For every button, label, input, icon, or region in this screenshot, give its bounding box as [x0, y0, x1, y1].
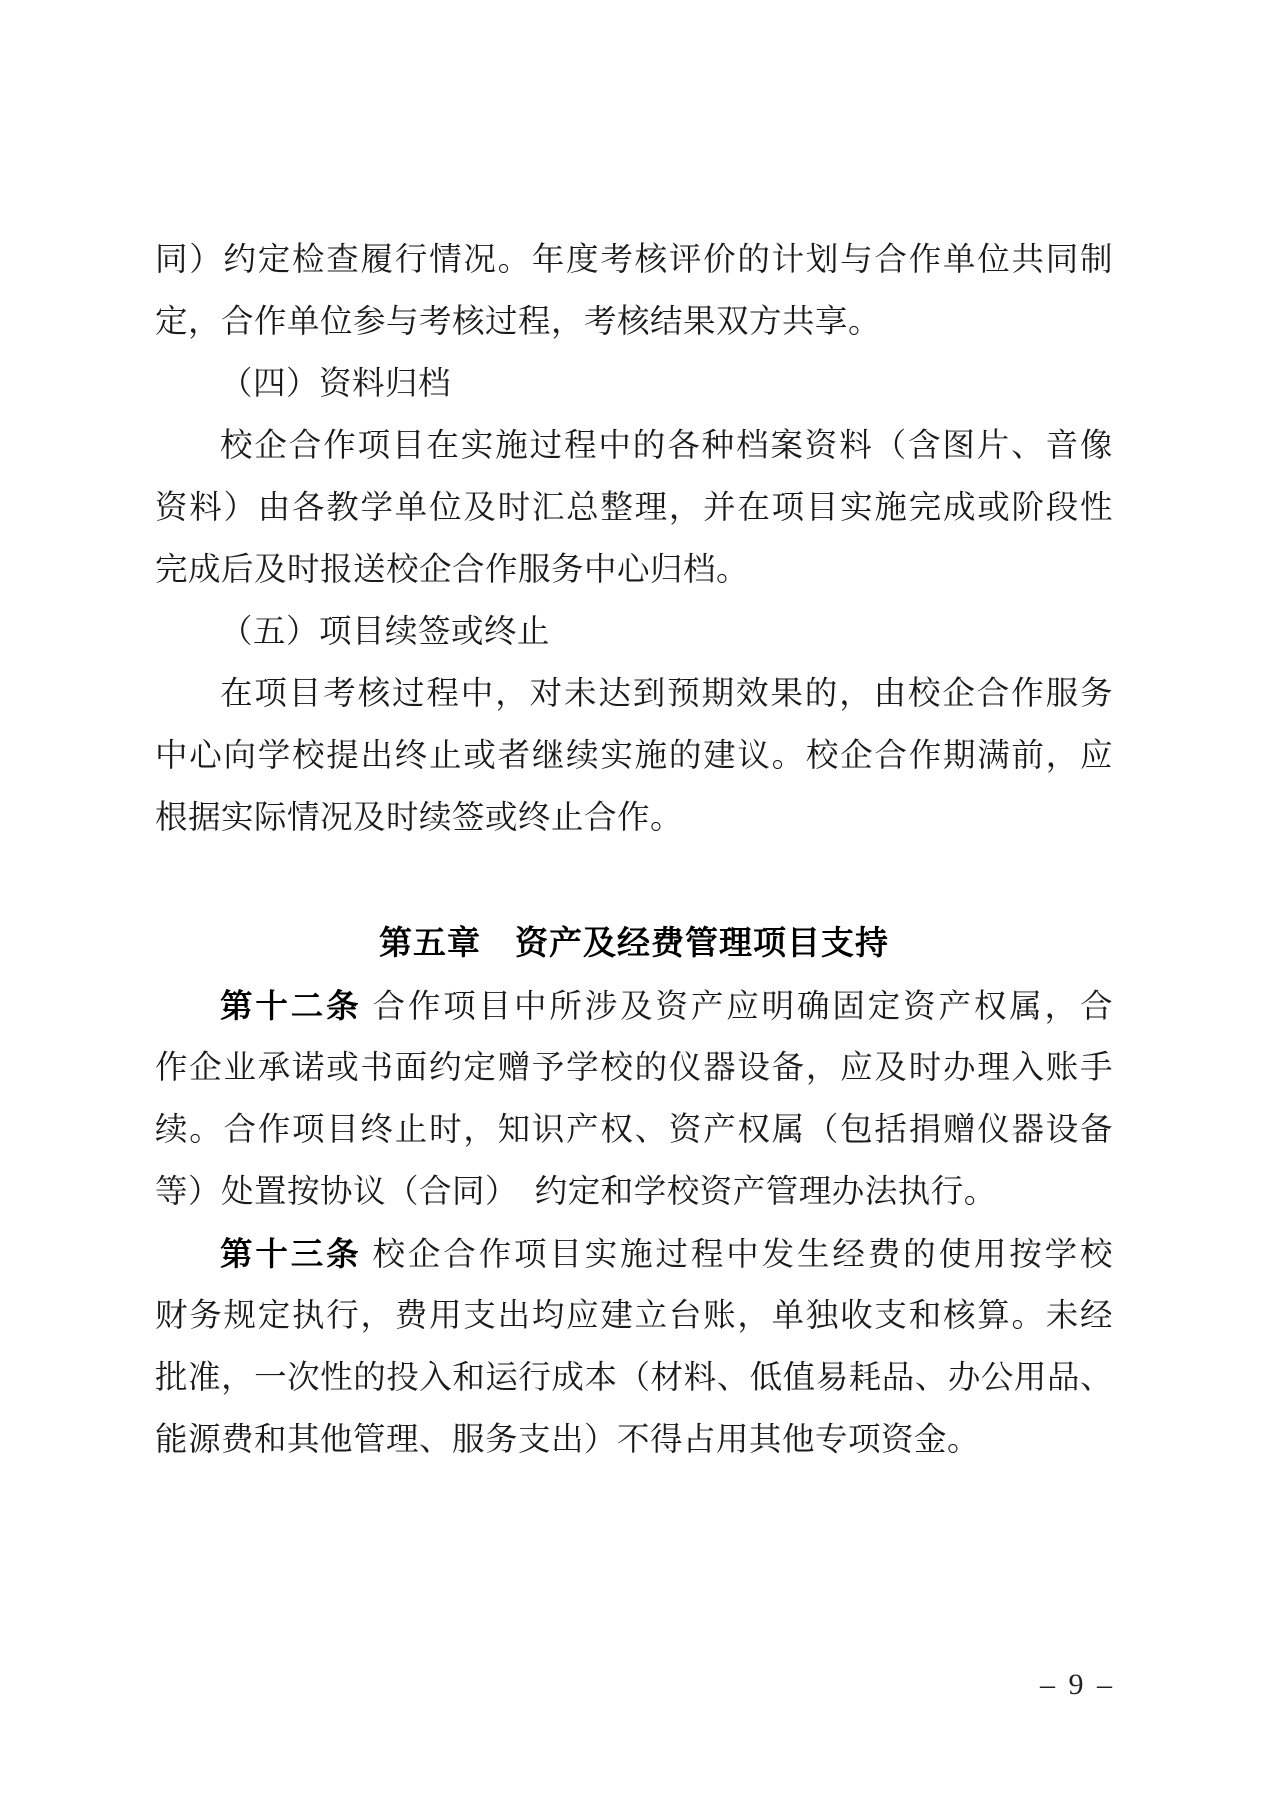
body-line: 续。合作项目终止时，知识产权、资产权属（包括捐赠仪器设备	[155, 1112, 1113, 1148]
document-body	[155, 229, 1113, 1471]
chapter-heading: 第五章 资产及经费管理项目支持	[379, 924, 889, 961]
body-line: 同）约定检查履行情况。年度考核评价的计划与合作单位共同制	[155, 242, 1113, 278]
body-line-article-start	[155, 975, 1113, 1037]
body-line: 财务规定执行，费用支出均应建立台账，单独收支和核算。未经	[155, 1298, 1113, 1334]
body-line: 作企业承诺或书面约定赠予学校的仪器设备，应及时办理入账手	[155, 1050, 1113, 1086]
body-line: 等）处置按协议（合同） 约定和学校资产管理办法执行。	[155, 1174, 997, 1210]
body-line: （四）资料归档	[220, 366, 452, 402]
body-line: 完成后及时报送校企合作服务中心归档。	[155, 552, 750, 588]
article-12-text: 合作项目中所涉及资产应明确固定资产权属，合	[372, 989, 1113, 1025]
body-line: 中心向学校提出终止或者继续实施的建议。校企合作期满前，应	[155, 738, 1113, 774]
body-line: 在项目考核过程中，对未达到预期效果的，由校企合作服务	[220, 676, 1113, 712]
article-13-text: 校企合作项目实施过程中发生经费的使用按学校	[372, 1237, 1113, 1273]
page-number: – 9 –	[1040, 1668, 1115, 1701]
body-line: 能源费和其他管理、服务支出）不得占用其他专项资金。	[155, 1422, 981, 1458]
body-line-article-start	[155, 1223, 1113, 1285]
article-13-label: 第十三条	[220, 1236, 362, 1272]
body-line: 批准，一次性的投入和运行成本（材料、低值易耗品、办公用品、	[155, 1360, 1113, 1396]
article-12-label: 第十二条	[220, 988, 362, 1024]
body-line: 根据实际情况及时续签或终止合作。	[155, 800, 684, 836]
body-line: 定，合作单位参与考核过程，考核结果双方共享。	[155, 304, 882, 340]
body-line: 资料）由各教学单位及时汇总整理，并在项目实施完成或阶段性	[155, 490, 1113, 526]
body-line: （五）项目续签或终止	[220, 614, 551, 650]
body-line: 校企合作项目在实施过程中的各种档案资料（含图片、音像	[220, 428, 1113, 464]
